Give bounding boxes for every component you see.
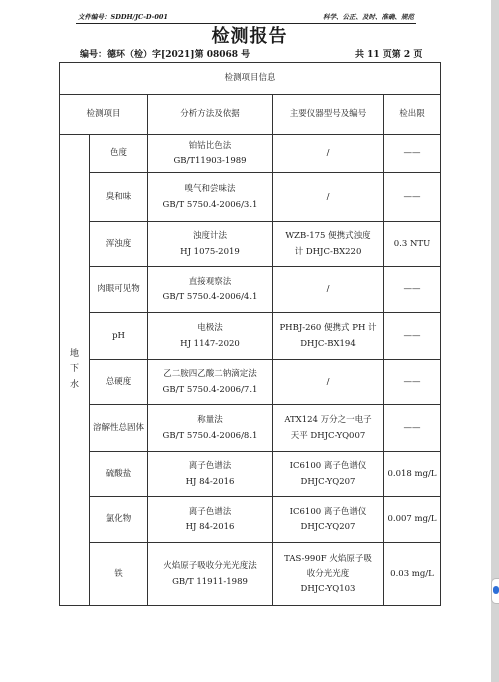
method-cell: 离子色谱法 HJ 84-2016 xyxy=(148,497,273,543)
page-count: 共 11 页第 2 页 xyxy=(355,50,423,60)
instrument-cell: / xyxy=(273,173,384,222)
instrument-cell: / xyxy=(273,360,384,405)
item-name: 色度 xyxy=(90,135,148,173)
instrument-cell: WZB-175 便携式浊度 计 DHJC-BX220 xyxy=(273,222,384,267)
item-name: 臭和味 xyxy=(90,173,148,222)
table-row xyxy=(60,360,441,405)
table-row xyxy=(60,267,441,313)
item-name: pH xyxy=(90,313,148,360)
method-cell: 铂钴比色法 GB/T11903-1989 xyxy=(148,135,273,173)
limit-cell: 0.007 mg/L xyxy=(384,497,441,543)
limit-cell: —— xyxy=(384,313,441,360)
method-cell: 离子色谱法 HJ 84-2016 xyxy=(148,452,273,497)
instrument-cell: IC6100 离子色谱仪 DHJC-YQ207 xyxy=(273,497,384,543)
table-row xyxy=(60,135,441,173)
method-cell: 火焰原子吸收分光光度法 GB/T 11911-1989 xyxy=(148,543,273,606)
instrument-cell: / xyxy=(273,267,384,313)
item-name: 氯化物 xyxy=(90,497,148,543)
detection-info-table xyxy=(59,62,441,606)
item-name: 铁 xyxy=(90,543,148,606)
report-title: 检测报告 xyxy=(211,26,288,47)
app-badge-icon xyxy=(493,586,499,594)
report-number: 编号：德环（检）字[2021]第 08068 号 xyxy=(80,50,251,60)
column-header-instrument: 主要仪器型号及编号 xyxy=(273,95,384,135)
table-row xyxy=(60,313,441,360)
item-name: 硫酸盐 xyxy=(90,452,148,497)
instrument-cell: ATX124 万分之一电子 天平 DHJC-YQ007 xyxy=(273,405,384,452)
header-motto: 科学、公正、及时、准确、规范 xyxy=(323,13,414,21)
item-name: 肉眼可见物 xyxy=(90,267,148,313)
group-label-groundwater xyxy=(60,135,90,606)
column-header-item: 检测项目 xyxy=(60,95,148,135)
limit-cell: —— xyxy=(384,405,441,452)
limit-cell: —— xyxy=(384,173,441,222)
limit-cell: 0.018 mg/L xyxy=(384,452,441,497)
table-section-title-row xyxy=(60,63,441,95)
method-cell: 电极法 HJ 1147-2020 xyxy=(148,313,273,360)
instrument-cell: PHBJ-260 便携式 PH 计 DHJC-BX194 xyxy=(273,313,384,360)
item-name: 溶解性总固体 xyxy=(90,405,148,452)
table-header-row xyxy=(60,95,441,135)
method-cell: 浊度计法 HJ 1075-2019 xyxy=(148,222,273,267)
group-label-char: 水 xyxy=(69,379,79,390)
instrument-cell: TAS-990F 火焰原子吸 收分光光度 DHJC-YQ103 xyxy=(273,543,384,606)
limit-cell: —— xyxy=(384,267,441,313)
method-cell: 乙二胺四乙酸二钠滴定法 GB/T 5750.4-2006/7.1 xyxy=(148,360,273,405)
limit-cell: —— xyxy=(384,135,441,173)
limit-cell: 0.3 NTU xyxy=(384,222,441,267)
instrument-cell: / xyxy=(273,135,384,173)
table-row xyxy=(60,222,441,267)
method-cell: 嗅气和尝味法 GB/T 5750.4-2006/3.1 xyxy=(148,173,273,222)
item-name: 总硬度 xyxy=(90,360,148,405)
limit-cell: 0.03 mg/L xyxy=(384,543,441,606)
table-row xyxy=(60,543,441,606)
section-title: 检测项目信息 xyxy=(60,63,441,95)
table-row xyxy=(60,497,441,543)
method-cell: 直接观察法 GB/T 5750.4-2006/4.1 xyxy=(148,267,273,313)
group-label-char: 下 xyxy=(69,364,79,375)
limit-cell: —— xyxy=(384,360,441,405)
column-header-limit: 检出限 xyxy=(384,95,441,135)
instrument-cell: IC6100 离子色谱仪 DHJC-YQ207 xyxy=(273,452,384,497)
floating-side-button[interactable] xyxy=(491,578,499,604)
column-header-method: 分析方法及依据 xyxy=(148,95,273,135)
table-row xyxy=(60,405,441,452)
table-row xyxy=(60,173,441,222)
table-row xyxy=(60,452,441,497)
item-name: 浑浊度 xyxy=(90,222,148,267)
doc-number: 文件编号：SDDH/JC-D-001 xyxy=(78,13,168,21)
method-cell: 称量法 GB/T 5750.4-2006/8.1 xyxy=(148,405,273,452)
group-label-char: 地 xyxy=(69,349,79,360)
